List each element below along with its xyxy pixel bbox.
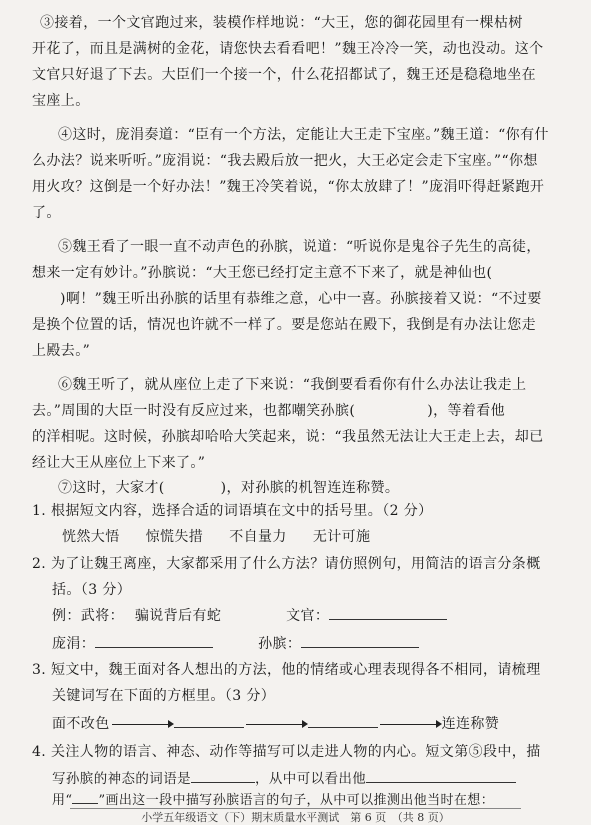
q2-sunbin-label: 孙膑： xyxy=(258,636,302,652)
p4-line2: 么办法？说来听听。”庞涓说：“我去殿后放一把火，大王必定会走下宝座。”“你想 xyxy=(32,153,538,169)
p6-line2 xyxy=(32,400,505,420)
p4-line3: 用火攻？这倒是一个好办法！”魏王冷笑着说，“你太放肆了！”庞涓吓得赶紧跑开 xyxy=(32,179,545,195)
p7-text-a: ⑦这时，大家才( xyxy=(58,480,165,496)
arrow-icon xyxy=(380,724,440,725)
q4-line2-a: 写孙膑的神态的词语是 xyxy=(52,771,191,787)
q2-pangjuan-input[interactable] xyxy=(95,647,213,648)
p6-line2-text-a: 去。”周围的大臣一时没有反应过来，也都嘲笑孙膑( xyxy=(32,403,356,419)
q3-input-2[interactable] xyxy=(308,727,378,728)
q4-line3 xyxy=(52,789,494,808)
q1-choice-4: 无计可施 xyxy=(312,529,371,545)
q2-row2 xyxy=(52,633,419,653)
q1-choice-1: 恍然大悟 xyxy=(62,529,120,545)
q2-example-label: 例：武将： xyxy=(52,608,124,624)
p4-line4: 了。 xyxy=(32,205,61,221)
q4-line2-b: ，从中可以看出他 xyxy=(255,771,367,787)
q4-mark xyxy=(72,803,98,804)
q2-line2: 括。（3 分） xyxy=(52,582,132,598)
q2-sunbin-input[interactable] xyxy=(301,647,419,648)
p6-line4: 经让大王从座位上下来了。” xyxy=(32,455,206,471)
p7-line xyxy=(58,477,399,497)
q2-wenguan-input[interactable] xyxy=(329,619,447,620)
q1-choice-3: 不自量力 xyxy=(229,529,287,545)
q1-text: 1. 根据短文内容，选择合适的词语填在文中的括号里。（2 分） xyxy=(32,503,433,519)
p7-text-b: )，对孙膑的机智连连称赞。 xyxy=(220,480,400,496)
p3-line4: 宝座上。 xyxy=(32,93,90,109)
p6-line3: 的洋相呢。这时候，孙膑却哈哈大笑起来，说：“我虽然无法让大王走上去，却已 xyxy=(32,429,544,445)
q1-choices xyxy=(62,526,396,546)
q2-example-answer: 骗说背后有蛇 xyxy=(134,608,222,624)
p5-line2: 想来一定有妙计。”孙膑说：“大王您已经打定主意不下来了，就是神仙也( xyxy=(32,265,493,281)
p3-line3: 文官只好退了下去。大臣们一个接一个，什么花招都试了，魏王还是稳稳地坐在 xyxy=(32,67,536,83)
p5-line5: 上殿去。” xyxy=(32,343,91,359)
p4-line1: ④这时，庞涓奏道：“臣有一个方法，定能让大王走下宝座。”魏王道：“你有什 xyxy=(58,127,549,143)
q2-wenguan-label: 文官： xyxy=(286,608,330,624)
p5-line1: ⑤魏王看了一眼一直不动声色的孙膑，说道：“听说你是鬼谷子先生的高徒， xyxy=(58,239,541,255)
q4-trait-input[interactable] xyxy=(366,782,516,783)
footer-text: 小学五年级语文（下）期末质量水平测试 第 6 页 （共 8 页） xyxy=(141,811,450,824)
q3-line2: 关键词写在下面的方框里。（3 分） xyxy=(52,688,276,704)
p3-line2: 开花了，而且是满树的金花，请您快去看看吧！”魏王冷冷一笑，动也没动。这个 xyxy=(32,41,544,57)
p5-line3: )啊！”魏王听出孙膑的话里有恭维之意，心中一喜。孙膑接着又说：“不过要 xyxy=(60,291,542,307)
p3-line1: ③接着，一个文官跑过来，装模作样地说：“大王，您的御花园里有一棵枯树 xyxy=(40,15,523,31)
arrow-icon xyxy=(112,724,172,725)
q4-line1: 4. 关注人物的语言、神态、动作等描写可以走进人物的内心。短文第⑤段中，描 xyxy=(32,744,541,760)
q1-choice-2: 惊慌失措 xyxy=(145,529,204,545)
p6-line2-text-b: )，等着看他 xyxy=(427,403,506,419)
arrow-icon xyxy=(246,724,306,725)
q4-line3-a: 用“ xyxy=(52,793,73,808)
p6-line1: ⑥魏王听了，就从座位上走了下来说：“我倒要看看你有什么办法让我走上 xyxy=(58,377,527,393)
q2-pangjuan-label: 庞涓： xyxy=(52,636,96,652)
p5-line4: 是换个位置的话，情况也许就不一样了。要是您站在殿下，我倒是有办法让您走 xyxy=(32,317,536,333)
q4-word-input[interactable] xyxy=(191,782,255,783)
q4-line2 xyxy=(52,767,516,787)
q2-line1: 2. 为了让魏王离座，大家都采用了什么方法？请仿照例句，用简洁的语言分条概 xyxy=(32,556,541,572)
q4-line3-b: ”画出这一段中描写孙膑语言的句子，从中可以推测出他当时在想： xyxy=(98,793,495,808)
q2-example-row xyxy=(52,605,447,625)
q3-line1: 3. 短文中，魏王面对各人想出的方法，他的情绪或心理表现得各不相同，请梳理 xyxy=(32,662,541,678)
q3-start: 面不改色 xyxy=(52,716,110,732)
q3-end: 连连称赞 xyxy=(441,716,500,732)
q3-input-1[interactable] xyxy=(174,727,244,728)
q3-flow xyxy=(52,713,499,733)
